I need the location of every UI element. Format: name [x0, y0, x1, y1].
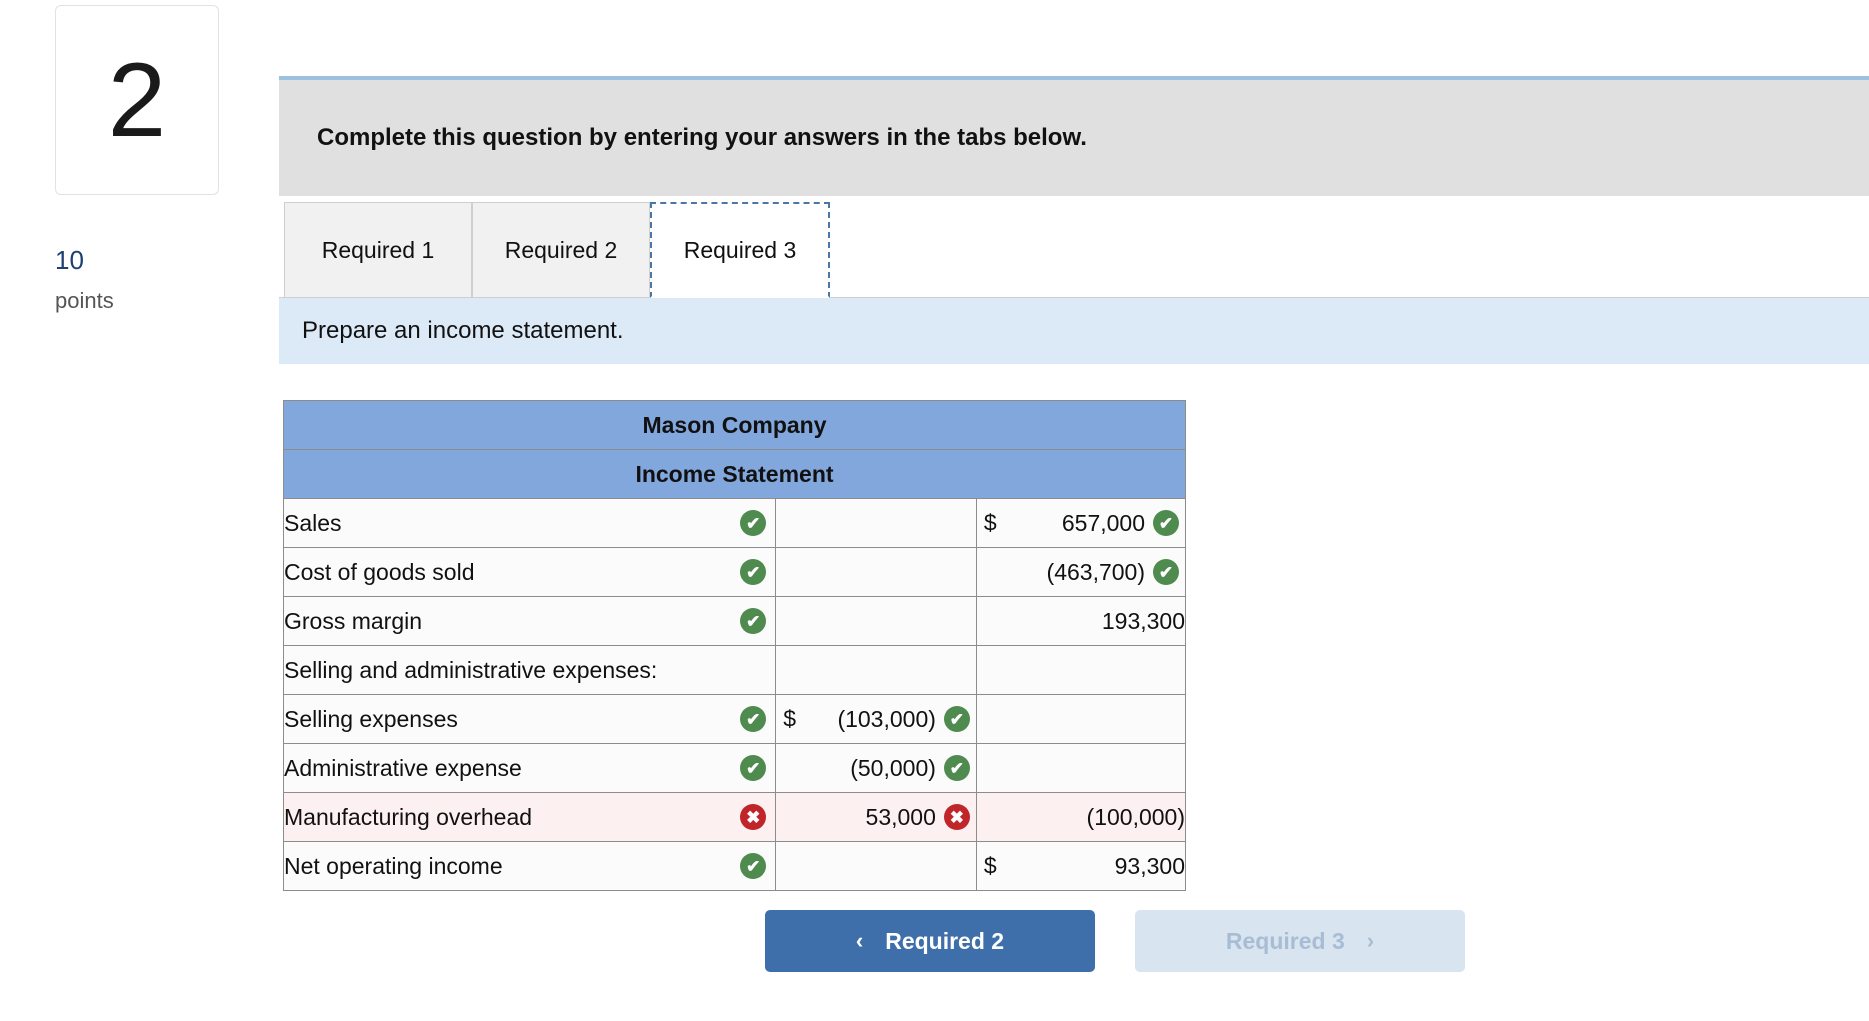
- question-number-box: [55, 5, 219, 195]
- row-label: Gross margin: [284, 607, 423, 634]
- row-label: Selling expenses: [284, 705, 458, 732]
- table-row: [284, 793, 1186, 842]
- sub-instruction-text: Prepare an income statement.: [302, 317, 624, 344]
- row-col1-cell[interactable]: [776, 695, 977, 744]
- tab-required-1-label: Required 1: [321, 236, 435, 263]
- row-label: Administrative expense: [284, 754, 522, 781]
- instruction-text: Complete this question by entering your answers in the tabs below.: [317, 124, 1087, 151]
- cross-icon: ✖: [740, 804, 766, 830]
- income-statement-container: [283, 400, 1186, 891]
- next-required-label: Required 3: [1225, 927, 1345, 954]
- tab-required-1[interactable]: [284, 202, 472, 298]
- row-col2-value: 193,300: [1101, 607, 1185, 634]
- instruction-bar: [279, 80, 1869, 196]
- row-col2-cell[interactable]: [976, 499, 1185, 548]
- prev-required-button[interactable]: [765, 910, 1095, 972]
- table-header-company: [284, 401, 1186, 450]
- points-value: 10: [55, 245, 84, 275]
- row-col1-cell[interactable]: [776, 597, 977, 646]
- check-icon: ✔: [944, 755, 970, 781]
- row-label-cell[interactable]: [284, 597, 776, 646]
- row-col1-cell[interactable]: [776, 548, 977, 597]
- check-icon: ✔: [740, 559, 766, 585]
- row-label: Net operating income: [284, 852, 503, 879]
- row-col1-cell[interactable]: [776, 499, 977, 548]
- row-label-cell[interactable]: [284, 842, 776, 891]
- row-col2-cell: [976, 597, 1185, 646]
- chevron-right-icon: ›: [1366, 928, 1375, 953]
- tab-required-2-label: Required 2: [504, 236, 618, 263]
- check-icon: ✔: [1153, 510, 1179, 536]
- check-icon: ✔: [1153, 559, 1179, 585]
- currency-symbol: $: [983, 509, 997, 536]
- prev-required-label: Required 2: [885, 927, 1005, 954]
- row-col2-cell[interactable]: [976, 646, 1185, 695]
- table-row: [284, 499, 1186, 548]
- row-label: Cost of goods sold: [284, 558, 475, 585]
- check-icon: ✔: [740, 853, 766, 879]
- navigation-buttons: [765, 910, 1465, 972]
- currency-symbol: $: [983, 852, 997, 879]
- sub-instruction-bar: [279, 298, 1869, 364]
- question-number: 2: [107, 41, 167, 159]
- row-col1-value: (103,000): [837, 705, 936, 732]
- table-header-title: [284, 450, 1186, 499]
- table-row: [284, 842, 1186, 891]
- row-col1-value: 53,000: [865, 803, 936, 830]
- cross-icon: ✖: [944, 804, 970, 830]
- table-row: [284, 695, 1186, 744]
- row-col2-value: (100,000): [1086, 803, 1185, 830]
- table-row: [284, 744, 1186, 793]
- check-icon: ✔: [944, 706, 970, 732]
- table-row: [284, 597, 1186, 646]
- income-statement-table: [283, 400, 1186, 891]
- row-label-cell[interactable]: [284, 499, 776, 548]
- requirement-tabs: [279, 196, 1869, 298]
- row-label: Selling and administrative expenses:: [284, 656, 658, 683]
- row-col2-cell[interactable]: [976, 744, 1185, 793]
- row-col2-value: (463,700): [1046, 558, 1145, 585]
- row-label: Manufacturing overhead: [284, 803, 533, 830]
- check-icon: ✔: [740, 608, 766, 634]
- row-label-cell[interactable]: [284, 548, 776, 597]
- check-icon: ✔: [740, 706, 766, 732]
- row-col1-cell[interactable]: [776, 744, 977, 793]
- row-col2-cell[interactable]: [976, 695, 1185, 744]
- company-name: Mason Company: [284, 401, 1186, 450]
- tab-required-3-label: Required 3: [683, 236, 797, 263]
- table-row: [284, 548, 1186, 597]
- table-row: [284, 646, 1186, 695]
- currency-symbol: $: [783, 705, 796, 732]
- row-col1-cell[interactable]: [776, 646, 977, 695]
- row-label-cell[interactable]: [284, 793, 776, 842]
- question-panel: [279, 76, 1869, 364]
- row-col1-value: (50,000): [850, 754, 936, 781]
- row-col1-cell[interactable]: [776, 842, 977, 891]
- check-icon: ✔: [740, 510, 766, 536]
- points-label: points: [55, 288, 114, 313]
- row-col2-cell: [976, 793, 1185, 842]
- chevron-left-icon: ‹: [855, 928, 864, 953]
- next-required-button[interactable]: [1135, 910, 1465, 972]
- row-label-cell[interactable]: [284, 744, 776, 793]
- row-label-cell[interactable]: [284, 646, 776, 695]
- row-label-cell[interactable]: [284, 695, 776, 744]
- row-col2-cell: [976, 842, 1185, 891]
- check-icon: ✔: [740, 755, 766, 781]
- row-col1-cell[interactable]: [776, 793, 977, 842]
- statement-title: Income Statement: [284, 450, 1186, 499]
- row-col2-value: 93,300: [1114, 852, 1185, 879]
- tab-required-2[interactable]: [472, 202, 650, 298]
- tab-required-3[interactable]: [650, 202, 830, 298]
- row-col2-cell[interactable]: [976, 548, 1185, 597]
- row-label: Sales: [284, 509, 342, 536]
- row-col2-value: 657,000: [1061, 509, 1145, 536]
